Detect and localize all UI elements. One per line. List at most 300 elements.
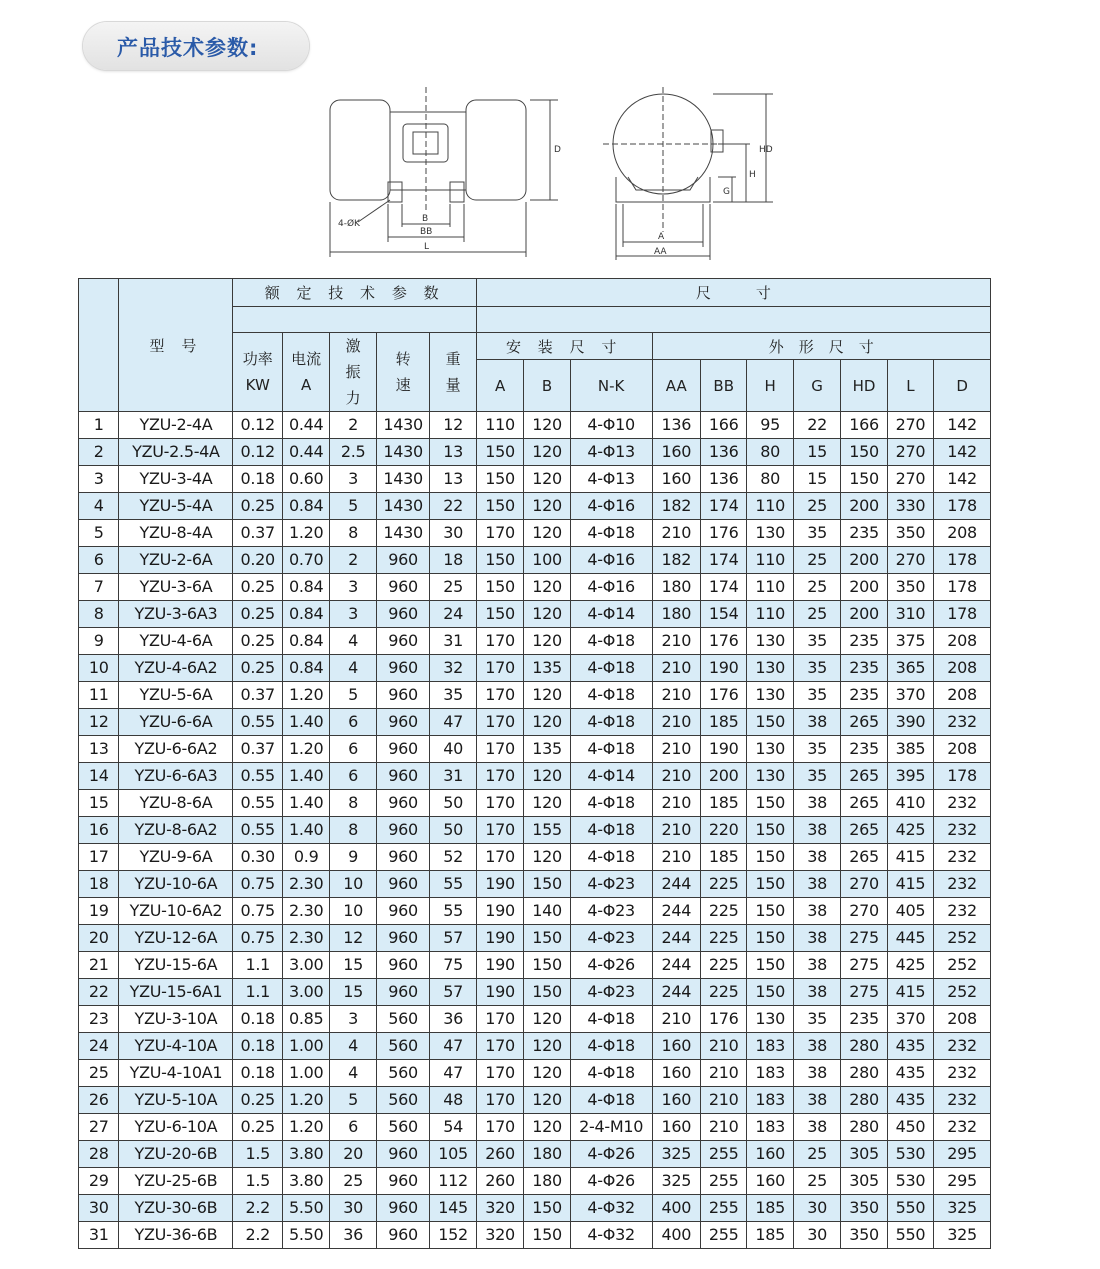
table-cell: 2.30 xyxy=(282,925,329,952)
table-cell: 6 xyxy=(330,1114,376,1141)
table-cell: 232 xyxy=(934,790,991,817)
table-cell: 3.80 xyxy=(282,1168,329,1195)
header-rated-spacer xyxy=(233,307,476,333)
table-cell: 0.25 xyxy=(233,493,282,520)
table-cell: 960 xyxy=(376,547,430,574)
table-cell: 170 xyxy=(476,844,523,871)
table-cell: 190 xyxy=(701,655,747,682)
table-cell: 12 xyxy=(430,412,477,439)
model-cell: YZU-2-4A xyxy=(119,412,233,439)
table-row xyxy=(79,1033,991,1060)
table-cell: 130 xyxy=(747,682,793,709)
row-index-cell: 27 xyxy=(79,1114,119,1141)
model-cell: YZU-5-10A xyxy=(119,1087,233,1114)
table-cell: 330 xyxy=(887,493,933,520)
table-cell: 155 xyxy=(524,817,570,844)
table-cell: 255 xyxy=(701,1141,747,1168)
table-cell: 325 xyxy=(934,1222,991,1249)
table-cell: 280 xyxy=(841,1033,887,1060)
table-cell: 210 xyxy=(652,655,700,682)
table-cell: 4-Φ14 xyxy=(570,601,652,628)
table-cell: 160 xyxy=(652,466,700,493)
table-cell: 170 xyxy=(476,1006,523,1033)
table-cell: 232 xyxy=(934,844,991,871)
model-cell: YZU-6-6A3 xyxy=(119,763,233,790)
table-cell: 80 xyxy=(747,466,793,493)
table-cell: 48 xyxy=(430,1087,477,1114)
table-cell: 25 xyxy=(330,1168,376,1195)
table-cell: 0.25 xyxy=(233,601,282,628)
model-cell: YZU-6-10A xyxy=(119,1114,233,1141)
table-cell: 0.18 xyxy=(233,1033,282,1060)
table-cell: 35 xyxy=(793,682,840,709)
table-cell: 225 xyxy=(701,979,747,1006)
table-cell: 150 xyxy=(524,871,570,898)
table-cell: 4-Φ32 xyxy=(570,1195,652,1222)
row-index-cell: 18 xyxy=(79,871,119,898)
table-cell: 305 xyxy=(841,1168,887,1195)
table-cell: 244 xyxy=(652,952,700,979)
row-index-cell: 8 xyxy=(79,601,119,628)
table-cell: 50 xyxy=(430,790,477,817)
table-cell: 235 xyxy=(841,1006,887,1033)
row-index-cell: 20 xyxy=(79,925,119,952)
table-cell: 3 xyxy=(330,574,376,601)
row-index-cell: 23 xyxy=(79,1006,119,1033)
table-cell: 38 xyxy=(793,898,840,925)
table-cell: 182 xyxy=(652,493,700,520)
table-cell: 320 xyxy=(476,1222,523,1249)
table-cell: 13 xyxy=(430,439,477,466)
table-cell: 130 xyxy=(747,520,793,547)
table-cell: 150 xyxy=(524,925,570,952)
table-cell: 265 xyxy=(841,709,887,736)
label-g: G xyxy=(723,187,730,197)
table-cell: 32 xyxy=(430,655,477,682)
table-cell: 150 xyxy=(524,952,570,979)
table-cell: 160 xyxy=(652,1114,700,1141)
table-cell: 2.30 xyxy=(282,871,329,898)
table-cell: 1.20 xyxy=(282,682,329,709)
table-row xyxy=(79,952,991,979)
table-cell: 38 xyxy=(793,1087,840,1114)
table-cell: 208 xyxy=(934,1006,991,1033)
table-cell: 15 xyxy=(793,439,840,466)
table-cell: 3.80 xyxy=(282,1141,329,1168)
row-index-cell: 21 xyxy=(79,952,119,979)
table-cell: 530 xyxy=(887,1141,933,1168)
table-cell: 120 xyxy=(524,709,570,736)
table-cell: 0.84 xyxy=(282,574,329,601)
table-cell: 2.2 xyxy=(233,1222,282,1249)
table-cell: 1430 xyxy=(376,493,430,520)
row-index-cell: 24 xyxy=(79,1033,119,1060)
table-cell: 170 xyxy=(476,1033,523,1060)
row-index-cell: 15 xyxy=(79,790,119,817)
table-cell: 4-Φ18 xyxy=(570,1087,652,1114)
table-cell: 120 xyxy=(524,682,570,709)
table-cell: 530 xyxy=(887,1168,933,1195)
table-cell: 310 xyxy=(887,601,933,628)
table-cell: 47 xyxy=(430,709,477,736)
table-cell: 15 xyxy=(330,952,376,979)
model-cell: YZU-5-6A xyxy=(119,682,233,709)
table-cell: 183 xyxy=(747,1114,793,1141)
table-cell: 370 xyxy=(887,682,933,709)
row-index-cell: 19 xyxy=(79,898,119,925)
table-cell: 4-Φ18 xyxy=(570,736,652,763)
table-row xyxy=(79,736,991,763)
table-cell: 350 xyxy=(841,1195,887,1222)
table-cell: 210 xyxy=(701,1114,747,1141)
table-cell: 0.18 xyxy=(233,1006,282,1033)
table-cell: 232 xyxy=(934,1060,991,1087)
table-cell: 200 xyxy=(841,601,887,628)
table-cell: 190 xyxy=(701,736,747,763)
table-cell: 15 xyxy=(793,466,840,493)
table-cell: 232 xyxy=(934,1087,991,1114)
table-cell: 960 xyxy=(376,709,430,736)
table-cell: 232 xyxy=(934,709,991,736)
model-cell: YZU-4-6A2 xyxy=(119,655,233,682)
header-dim: D xyxy=(934,360,991,412)
model-cell: YZU-3-6A3 xyxy=(119,601,233,628)
table-cell: 150 xyxy=(747,979,793,1006)
table-cell: 370 xyxy=(887,1006,933,1033)
table-cell: 200 xyxy=(701,763,747,790)
table-cell: 150 xyxy=(524,979,570,1006)
table-cell: 185 xyxy=(747,1195,793,1222)
table-cell: 190 xyxy=(476,952,523,979)
table-cell: 35 xyxy=(793,520,840,547)
table-cell: 5 xyxy=(330,493,376,520)
table-cell: 110 xyxy=(747,547,793,574)
table-cell: 0.55 xyxy=(233,763,282,790)
table-cell: 135 xyxy=(524,736,570,763)
table-cell: 232 xyxy=(934,1033,991,1060)
table-cell: 244 xyxy=(652,898,700,925)
table-row xyxy=(79,1195,991,1222)
table-cell: 1.20 xyxy=(282,1114,329,1141)
table-cell: 38 xyxy=(793,709,840,736)
table-cell: 960 xyxy=(376,871,430,898)
table-cell: 38 xyxy=(793,1114,840,1141)
motor-dimension-drawing xyxy=(318,82,778,267)
table-cell: 1.40 xyxy=(282,817,329,844)
table-cell: 150 xyxy=(476,547,523,574)
table-cell: 120 xyxy=(524,520,570,547)
table-cell: 31 xyxy=(430,763,477,790)
table-cell: 265 xyxy=(841,844,887,871)
table-cell: 25 xyxy=(793,574,840,601)
header-dim: L xyxy=(887,360,933,412)
table-cell: 110 xyxy=(747,493,793,520)
table-cell: 190 xyxy=(476,979,523,1006)
header-index xyxy=(79,279,119,412)
table-cell: 150 xyxy=(747,925,793,952)
table-cell: 150 xyxy=(841,466,887,493)
table-cell: 38 xyxy=(793,1060,840,1087)
table-cell: 160 xyxy=(747,1168,793,1195)
table-cell: 1.40 xyxy=(282,709,329,736)
table-cell: 0.84 xyxy=(282,493,329,520)
table-cell: 150 xyxy=(476,466,523,493)
table-cell: 4 xyxy=(330,628,376,655)
table-cell: 3 xyxy=(330,601,376,628)
table-row xyxy=(79,763,991,790)
table-cell: 8 xyxy=(330,790,376,817)
table-cell: 170 xyxy=(476,736,523,763)
table-cell: 30 xyxy=(430,520,477,547)
table-cell: 2-4-M10 xyxy=(570,1114,652,1141)
row-index-cell: 4 xyxy=(79,493,119,520)
model-cell: YZU-10-6A xyxy=(119,871,233,898)
table-cell: 22 xyxy=(793,412,840,439)
table-row xyxy=(79,790,991,817)
table-cell: 120 xyxy=(524,439,570,466)
table-cell: 95 xyxy=(747,412,793,439)
table-cell: 225 xyxy=(701,925,747,952)
header-outline: 外 形 尺 寸 xyxy=(652,333,990,360)
table-cell: 3 xyxy=(330,1006,376,1033)
row-index-cell: 30 xyxy=(79,1195,119,1222)
table-cell: 57 xyxy=(430,925,477,952)
table-cell: 0.44 xyxy=(282,439,329,466)
table-cell: 4-Φ13 xyxy=(570,439,652,466)
table-cell: 150 xyxy=(476,574,523,601)
table-cell: 210 xyxy=(652,844,700,871)
table-row xyxy=(79,628,991,655)
table-cell: 4-Φ16 xyxy=(570,493,652,520)
table-cell: 0.85 xyxy=(282,1006,329,1033)
table-cell: 3.00 xyxy=(282,952,329,979)
table-cell: 200 xyxy=(841,493,887,520)
table-cell: 35 xyxy=(793,763,840,790)
table-cell: 0.12 xyxy=(233,439,282,466)
table-cell: 1.40 xyxy=(282,790,329,817)
table-cell: 6 xyxy=(330,709,376,736)
table-cell: 150 xyxy=(747,871,793,898)
table-row xyxy=(79,655,991,682)
table-cell: 210 xyxy=(652,520,700,547)
table-cell: 235 xyxy=(841,655,887,682)
table-row xyxy=(79,817,991,844)
table-cell: 170 xyxy=(476,655,523,682)
table-row xyxy=(79,898,991,925)
table-cell: 38 xyxy=(793,790,840,817)
table-cell: 142 xyxy=(934,466,991,493)
table-cell: 170 xyxy=(476,817,523,844)
model-cell: YZU-8-6A xyxy=(119,790,233,817)
header-speed: 转 速 xyxy=(376,333,430,412)
table-cell: 210 xyxy=(652,682,700,709)
table-cell: 178 xyxy=(934,601,991,628)
table-cell: 252 xyxy=(934,925,991,952)
table-cell: 152 xyxy=(430,1222,477,1249)
table-cell: 1430 xyxy=(376,439,430,466)
table-cell: 120 xyxy=(524,1114,570,1141)
table-cell: 0.37 xyxy=(233,520,282,547)
table-row xyxy=(79,466,991,493)
table-cell: 4-Φ18 xyxy=(570,817,652,844)
table-cell: 170 xyxy=(476,763,523,790)
table-cell: 0.9 xyxy=(282,844,329,871)
table-cell: 10 xyxy=(330,871,376,898)
table-cell: 47 xyxy=(430,1060,477,1087)
table-cell: 15 xyxy=(330,979,376,1006)
table-cell: 280 xyxy=(841,1114,887,1141)
table-cell: 176 xyxy=(701,628,747,655)
table-cell: 18 xyxy=(430,547,477,574)
header-dim: N-K xyxy=(570,360,652,412)
model-cell: YZU-3-10A xyxy=(119,1006,233,1033)
row-index-cell: 29 xyxy=(79,1168,119,1195)
table-cell: 5 xyxy=(330,1087,376,1114)
table-cell: 150 xyxy=(476,493,523,520)
table-cell: 265 xyxy=(841,790,887,817)
table-row xyxy=(79,1141,991,1168)
table-cell: 4-Φ18 xyxy=(570,628,652,655)
header-current: 电流 A xyxy=(282,333,329,412)
table-cell: 0.55 xyxy=(233,817,282,844)
row-index-cell: 17 xyxy=(79,844,119,871)
table-cell: 57 xyxy=(430,979,477,1006)
table-cell: 400 xyxy=(652,1222,700,1249)
table-cell: 38 xyxy=(793,871,840,898)
table-cell: 38 xyxy=(793,925,840,952)
table-cell: 110 xyxy=(747,601,793,628)
table-cell: 390 xyxy=(887,709,933,736)
row-index-cell: 1 xyxy=(79,412,119,439)
model-cell: YZU-12-6A xyxy=(119,925,233,952)
row-index-cell: 31 xyxy=(79,1222,119,1249)
table-cell: 183 xyxy=(747,1060,793,1087)
table-cell: 210 xyxy=(701,1033,747,1060)
table-row xyxy=(79,601,991,628)
table-row xyxy=(79,925,991,952)
table-cell: 183 xyxy=(747,1033,793,1060)
table-cell: 255 xyxy=(701,1195,747,1222)
table-row xyxy=(79,412,991,439)
table-cell: 180 xyxy=(652,601,700,628)
table-cell: 25 xyxy=(793,1141,840,1168)
table-cell: 170 xyxy=(476,790,523,817)
table-cell: 35 xyxy=(793,628,840,655)
table-cell: 150 xyxy=(841,439,887,466)
table-cell: 3 xyxy=(330,466,376,493)
table-cell: 4 xyxy=(330,1060,376,1087)
table-cell: 180 xyxy=(524,1168,570,1195)
row-index-cell: 13 xyxy=(79,736,119,763)
header-dim: A xyxy=(476,360,523,412)
table-cell: 210 xyxy=(652,817,700,844)
table-cell: 560 xyxy=(376,1006,430,1033)
table-cell: 235 xyxy=(841,520,887,547)
table-cell: 30 xyxy=(793,1195,840,1222)
table-cell: 120 xyxy=(524,601,570,628)
header-dim: BB xyxy=(701,360,747,412)
table-cell: 4-Φ18 xyxy=(570,655,652,682)
table-cell: 4-Φ14 xyxy=(570,763,652,790)
table-cell: 25 xyxy=(793,601,840,628)
table-cell: 350 xyxy=(887,520,933,547)
table-cell: 4-Φ18 xyxy=(570,1060,652,1087)
table-cell: 960 xyxy=(376,628,430,655)
table-cell: 0.37 xyxy=(233,736,282,763)
table-cell: 325 xyxy=(652,1141,700,1168)
table-cell: 280 xyxy=(841,1087,887,1114)
table-cell: 130 xyxy=(747,763,793,790)
table-cell: 110 xyxy=(747,574,793,601)
table-cell: 210 xyxy=(652,790,700,817)
table-cell: 13 xyxy=(430,466,477,493)
table-cell: 182 xyxy=(652,547,700,574)
table-cell: 4 xyxy=(330,655,376,682)
model-cell: YZU-15-6A xyxy=(119,952,233,979)
model-cell: YZU-9-6A xyxy=(119,844,233,871)
table-cell: 232 xyxy=(934,1114,991,1141)
section-title: 产品技术参数: xyxy=(117,36,259,60)
table-row xyxy=(79,1087,991,1114)
table-cell: 260 xyxy=(476,1168,523,1195)
table-cell: 225 xyxy=(701,952,747,979)
table-row xyxy=(79,979,991,1006)
table-cell: 170 xyxy=(476,1060,523,1087)
header-power: 功率 KW xyxy=(233,333,282,412)
table-cell: 252 xyxy=(934,979,991,1006)
table-cell: 142 xyxy=(934,439,991,466)
header-dim: AA xyxy=(652,360,700,412)
table-cell: 22 xyxy=(430,493,477,520)
table-cell: 210 xyxy=(652,736,700,763)
table-cell: 305 xyxy=(841,1141,887,1168)
row-index-cell: 22 xyxy=(79,979,119,1006)
table-row xyxy=(79,439,991,466)
table-cell: 170 xyxy=(476,628,523,655)
table-cell: 350 xyxy=(841,1222,887,1249)
table-cell: 25 xyxy=(430,574,477,601)
table-cell: 4-Φ26 xyxy=(570,952,652,979)
table-cell: 1.5 xyxy=(233,1168,282,1195)
table-cell: 0.55 xyxy=(233,709,282,736)
table-cell: 208 xyxy=(934,736,991,763)
table-cell: 4-Φ18 xyxy=(570,1033,652,1060)
row-index-cell: 12 xyxy=(79,709,119,736)
table-cell: 435 xyxy=(887,1087,933,1114)
table-cell: 174 xyxy=(701,493,747,520)
table-cell: 0.25 xyxy=(233,1087,282,1114)
table-cell: 0.12 xyxy=(233,412,282,439)
table-cell: 0.18 xyxy=(233,466,282,493)
table-cell: 50 xyxy=(430,817,477,844)
table-cell: 210 xyxy=(652,628,700,655)
table-cell: 365 xyxy=(887,655,933,682)
table-cell: 960 xyxy=(376,1141,430,1168)
table-cell: 160 xyxy=(652,439,700,466)
table-row xyxy=(79,1006,991,1033)
table-cell: 0.25 xyxy=(233,574,282,601)
table-cell: 208 xyxy=(934,520,991,547)
table-cell: 400 xyxy=(652,1195,700,1222)
table-cell: 178 xyxy=(934,763,991,790)
table-cell: 38 xyxy=(793,1033,840,1060)
table-cell: 150 xyxy=(747,952,793,979)
table-cell: 265 xyxy=(841,817,887,844)
label-b: B xyxy=(422,214,429,224)
table-cell: 270 xyxy=(841,871,887,898)
table-cell: 275 xyxy=(841,952,887,979)
table-cell: 200 xyxy=(841,574,887,601)
